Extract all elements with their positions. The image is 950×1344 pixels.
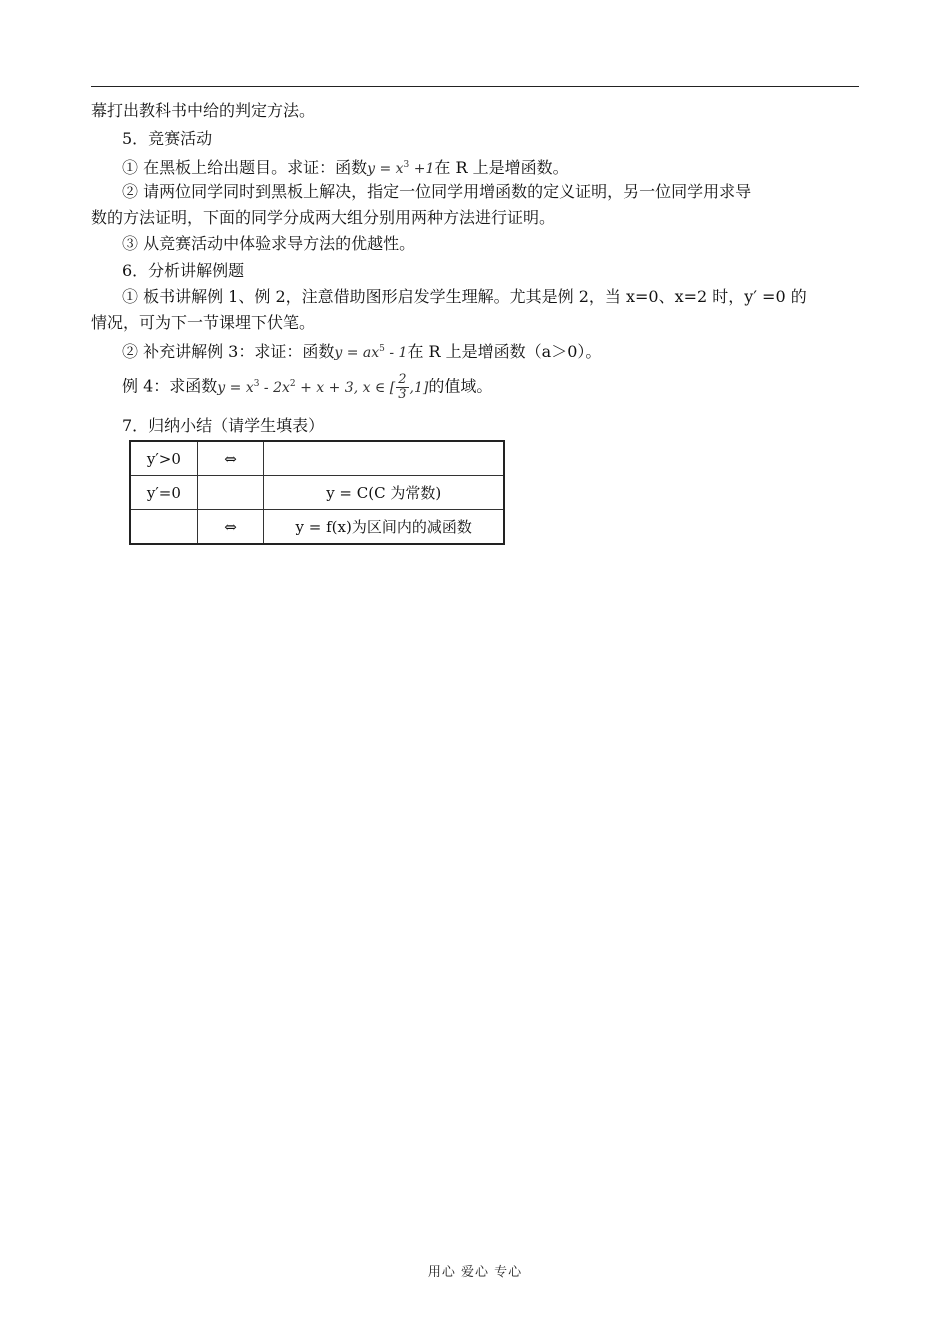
text-line-contest-1 — [122, 155, 569, 179]
table-cell: ⇔ — [197, 510, 264, 545]
text-line-1: 幕打出教科书中给的判定方法。 — [91, 101, 316, 120]
section-heading-6: 6．分析讲解例题 — [122, 261, 245, 280]
text-line-example-1: ① 板书讲解例 1、例 2，注意借助图形启发学生理解。尤其是例 2，当 x=0、x=2 时，y′ =0 的 — [122, 287, 807, 306]
table-cell: y′=0 — [130, 476, 197, 510]
text-segment: 例 4：求函数 — [122, 376, 218, 396]
table-cell: ⇔ — [197, 441, 264, 476]
text-line-contest-2-cont: 数的方法证明，下面的同学分成两大组分别用两种方法进行证明。 — [91, 208, 556, 227]
text-segment: ① 在黑板上给出题目。求证：函数 — [122, 158, 368, 177]
table-row — [130, 476, 504, 510]
formula-part: - 1 — [384, 345, 408, 361]
table-cell: y = f(x)为区间内的减函数 — [264, 510, 504, 545]
formula-exponent: 2 — [289, 378, 296, 389]
formula-exponent: 3 — [403, 160, 410, 170]
formula-part: y = x — [367, 161, 404, 177]
text-line-example-4 — [122, 373, 492, 402]
text-segment: 的值域。 — [428, 376, 493, 396]
text-segment: 在 R 上是增函数（a＞0）。 — [407, 342, 602, 361]
table-row — [130, 441, 504, 476]
page-footer: 用心 爱心 专心 — [427, 1265, 523, 1280]
fraction-numerator: 2 — [398, 372, 407, 387]
formula — [367, 161, 434, 177]
formula — [334, 345, 407, 361]
section-heading-7: 7．归纳小结（请学生填表） — [122, 416, 325, 435]
text-segment: 在 R 上是增函数。 — [434, 158, 569, 177]
table-cell: y′>0 — [130, 441, 197, 476]
table-cell-blank — [197, 476, 264, 510]
formula — [217, 372, 429, 402]
text-segment: ② 补充讲解例 3：求证：函数 — [122, 342, 335, 361]
text-line-example-1-cont: 情况，可为下一节课埋下伏笔。 — [91, 313, 316, 332]
formula-part: ,1] — [409, 379, 429, 396]
table-row — [130, 510, 504, 545]
table-cell: y = C(C 为常数) — [264, 476, 504, 510]
formula-exponent: 3 — [253, 378, 260, 389]
formula-exponent: 5 — [379, 344, 385, 354]
text-line-contest-2: ② 请两位同学同时到黑板上解决，指定一位同学用增函数的定义证明，另一位同学用求导 — [122, 182, 752, 201]
formula-part: y = x — [217, 379, 254, 396]
fraction — [396, 373, 408, 402]
table-cell-blank — [130, 510, 197, 545]
formula-part: - 2x — [259, 379, 290, 396]
formula-part: y = ax — [334, 345, 380, 361]
section-heading-5: 5．竞赛活动 — [122, 129, 213, 148]
summary-table — [129, 440, 505, 545]
formula-part: + x + 3, x ∈ [ — [295, 379, 396, 396]
table-cell-blank — [264, 441, 504, 476]
text-line-example-3 — [122, 339, 601, 363]
formula-part: +1 — [409, 161, 435, 177]
fraction-denominator: 3 — [398, 387, 407, 402]
text-line-contest-3: ③ 从竞赛活动中体验求导方法的优越性。 — [122, 234, 416, 253]
header-rule — [91, 86, 859, 87]
